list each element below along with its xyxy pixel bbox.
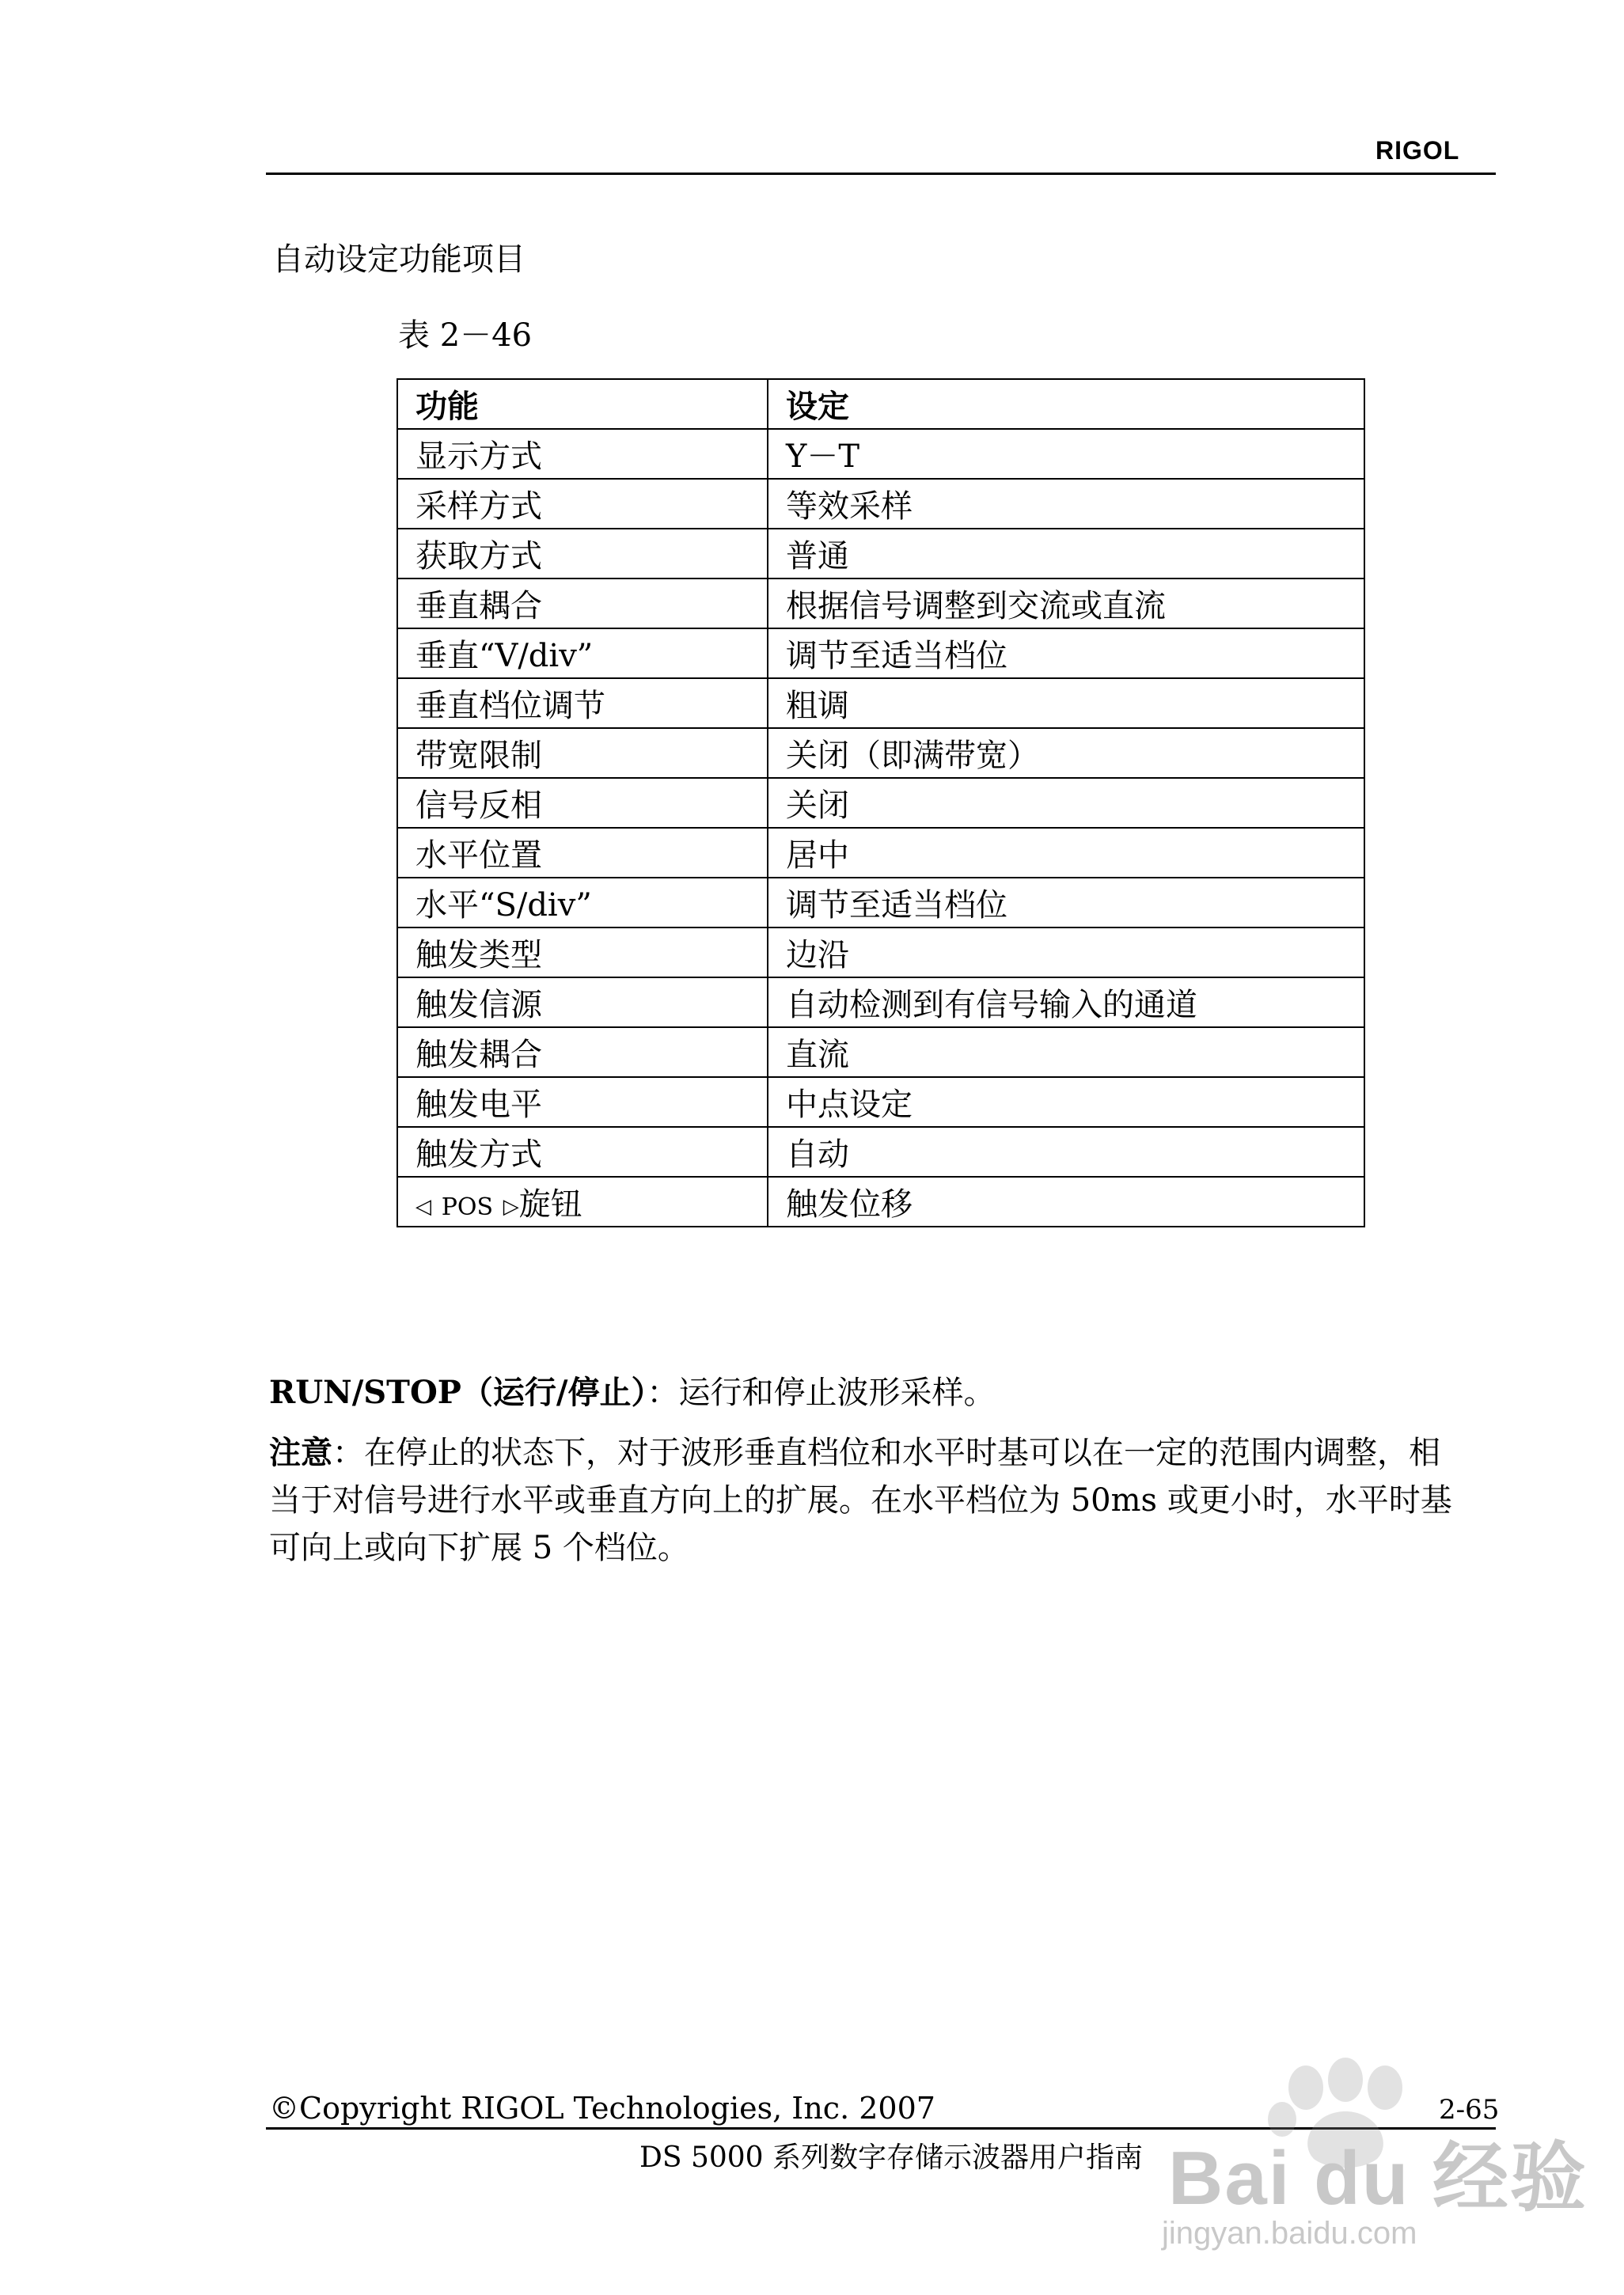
pos-label: POS xyxy=(441,1193,494,1221)
setting-cell: 中点设定 xyxy=(768,1077,1364,1127)
table-row xyxy=(397,778,1364,828)
table-row xyxy=(397,1127,1364,1177)
function-cell: 垂直耦合 xyxy=(397,578,768,628)
table-row xyxy=(397,927,1364,977)
setting-cell: 关闭 xyxy=(768,778,1364,828)
setting-cell: 调节至适当档位 xyxy=(768,628,1364,678)
setting-cell: 调节至适当档位 xyxy=(768,878,1364,927)
footer-doc-title: DS 5000 系列数字存储示波器用户指南 xyxy=(639,2141,1144,2174)
setting-cell: 粗调 xyxy=(768,678,1364,728)
function-cell: 垂直档位调节 xyxy=(397,678,768,728)
function-cell: 信号反相 xyxy=(397,778,768,828)
section-title: 自动设定功能项目 xyxy=(272,241,526,278)
table-row xyxy=(397,977,1364,1027)
table-caption: 表 2－46 xyxy=(398,317,533,354)
copyright: ©Copyright RIGOL Technologies, Inc. 2007 xyxy=(269,2091,935,2126)
setting-cell: 边沿 xyxy=(768,927,1364,977)
setting-cell: 关闭（即满带宽） xyxy=(768,728,1364,778)
watermark-url: jingyan.baidu.com xyxy=(1162,2216,1417,2251)
function-cell: 触发方式 xyxy=(397,1127,768,1177)
run-stop-paragraph xyxy=(269,1368,995,1413)
table-row xyxy=(397,1177,1364,1227)
function-cell: 触发电平 xyxy=(397,1077,768,1127)
header-setting: 设定 xyxy=(768,379,1364,429)
setting-cell: 触发位移 xyxy=(768,1177,1364,1227)
setting-cell: 普通 xyxy=(768,529,1364,578)
brand-header: RIGOL xyxy=(1375,136,1460,165)
function-cell: 垂直“V/div” xyxy=(397,628,768,678)
setting-cell: 直流 xyxy=(768,1027,1364,1077)
setting-cell: 居中 xyxy=(768,828,1364,878)
setting-cell: 等效采样 xyxy=(768,479,1364,529)
function-cell: 水平位置 xyxy=(397,828,768,878)
table-row xyxy=(397,529,1364,578)
function-cell: 水平“S/div” xyxy=(397,878,768,927)
table-row xyxy=(397,878,1364,927)
setting-cell: Y－T xyxy=(768,429,1364,479)
table-row xyxy=(397,628,1364,678)
table-row xyxy=(397,479,1364,529)
setting-cell: 根据信号调整到交流或直流 xyxy=(768,578,1364,628)
function-cell: 显示方式 xyxy=(397,429,768,479)
table-row xyxy=(397,828,1364,878)
table-row xyxy=(397,678,1364,728)
right-triangle-icon: ▷ xyxy=(503,1195,519,1219)
knob-label: 旋钮 xyxy=(518,1186,582,1223)
header-rule xyxy=(266,173,1496,175)
table-row xyxy=(397,1077,1364,1127)
note-paragraph xyxy=(269,1429,1467,1572)
function-cell xyxy=(397,1177,768,1227)
header-function: 功能 xyxy=(397,379,768,429)
setting-cell: 自动 xyxy=(768,1127,1364,1177)
function-cell: 带宽限制 xyxy=(397,728,768,778)
table-row xyxy=(397,1027,1364,1077)
table-row xyxy=(397,429,1364,479)
watermark-logo-text: Bai du 经验 xyxy=(1168,2136,1588,2221)
function-cell: 触发类型 xyxy=(397,927,768,977)
run-stop-term: RUN/STOP（运行/停止） xyxy=(269,1374,647,1411)
table-row xyxy=(397,728,1364,778)
function-cell: 触发耦合 xyxy=(397,1027,768,1077)
note-text: ：在停止的状态下，对于波形垂直档位和水平时基可以在一定的范围内调整，相当于对信号进行水平或垂直方向上的扩展。在水平档位为 50ms 或更小时，水平时基可向上或向下扩展 5 个档位。 xyxy=(269,1435,1452,1566)
setting-cell: 自动检测到有信号输入的通道 xyxy=(768,977,1364,1027)
function-cell: 采样方式 xyxy=(397,479,768,529)
function-cell: 获取方式 xyxy=(397,529,768,578)
page-number: 2-65 xyxy=(1439,2094,1500,2126)
table-header-row xyxy=(397,379,1364,429)
run-stop-description: ：运行和停止波形采样。 xyxy=(647,1375,996,1411)
note-label: 注意 xyxy=(269,1434,332,1471)
table-row xyxy=(397,578,1364,628)
autoset-table xyxy=(397,378,1365,1227)
function-cell: 触发信源 xyxy=(397,977,768,1027)
left-triangle-icon: ◁ xyxy=(415,1195,431,1219)
